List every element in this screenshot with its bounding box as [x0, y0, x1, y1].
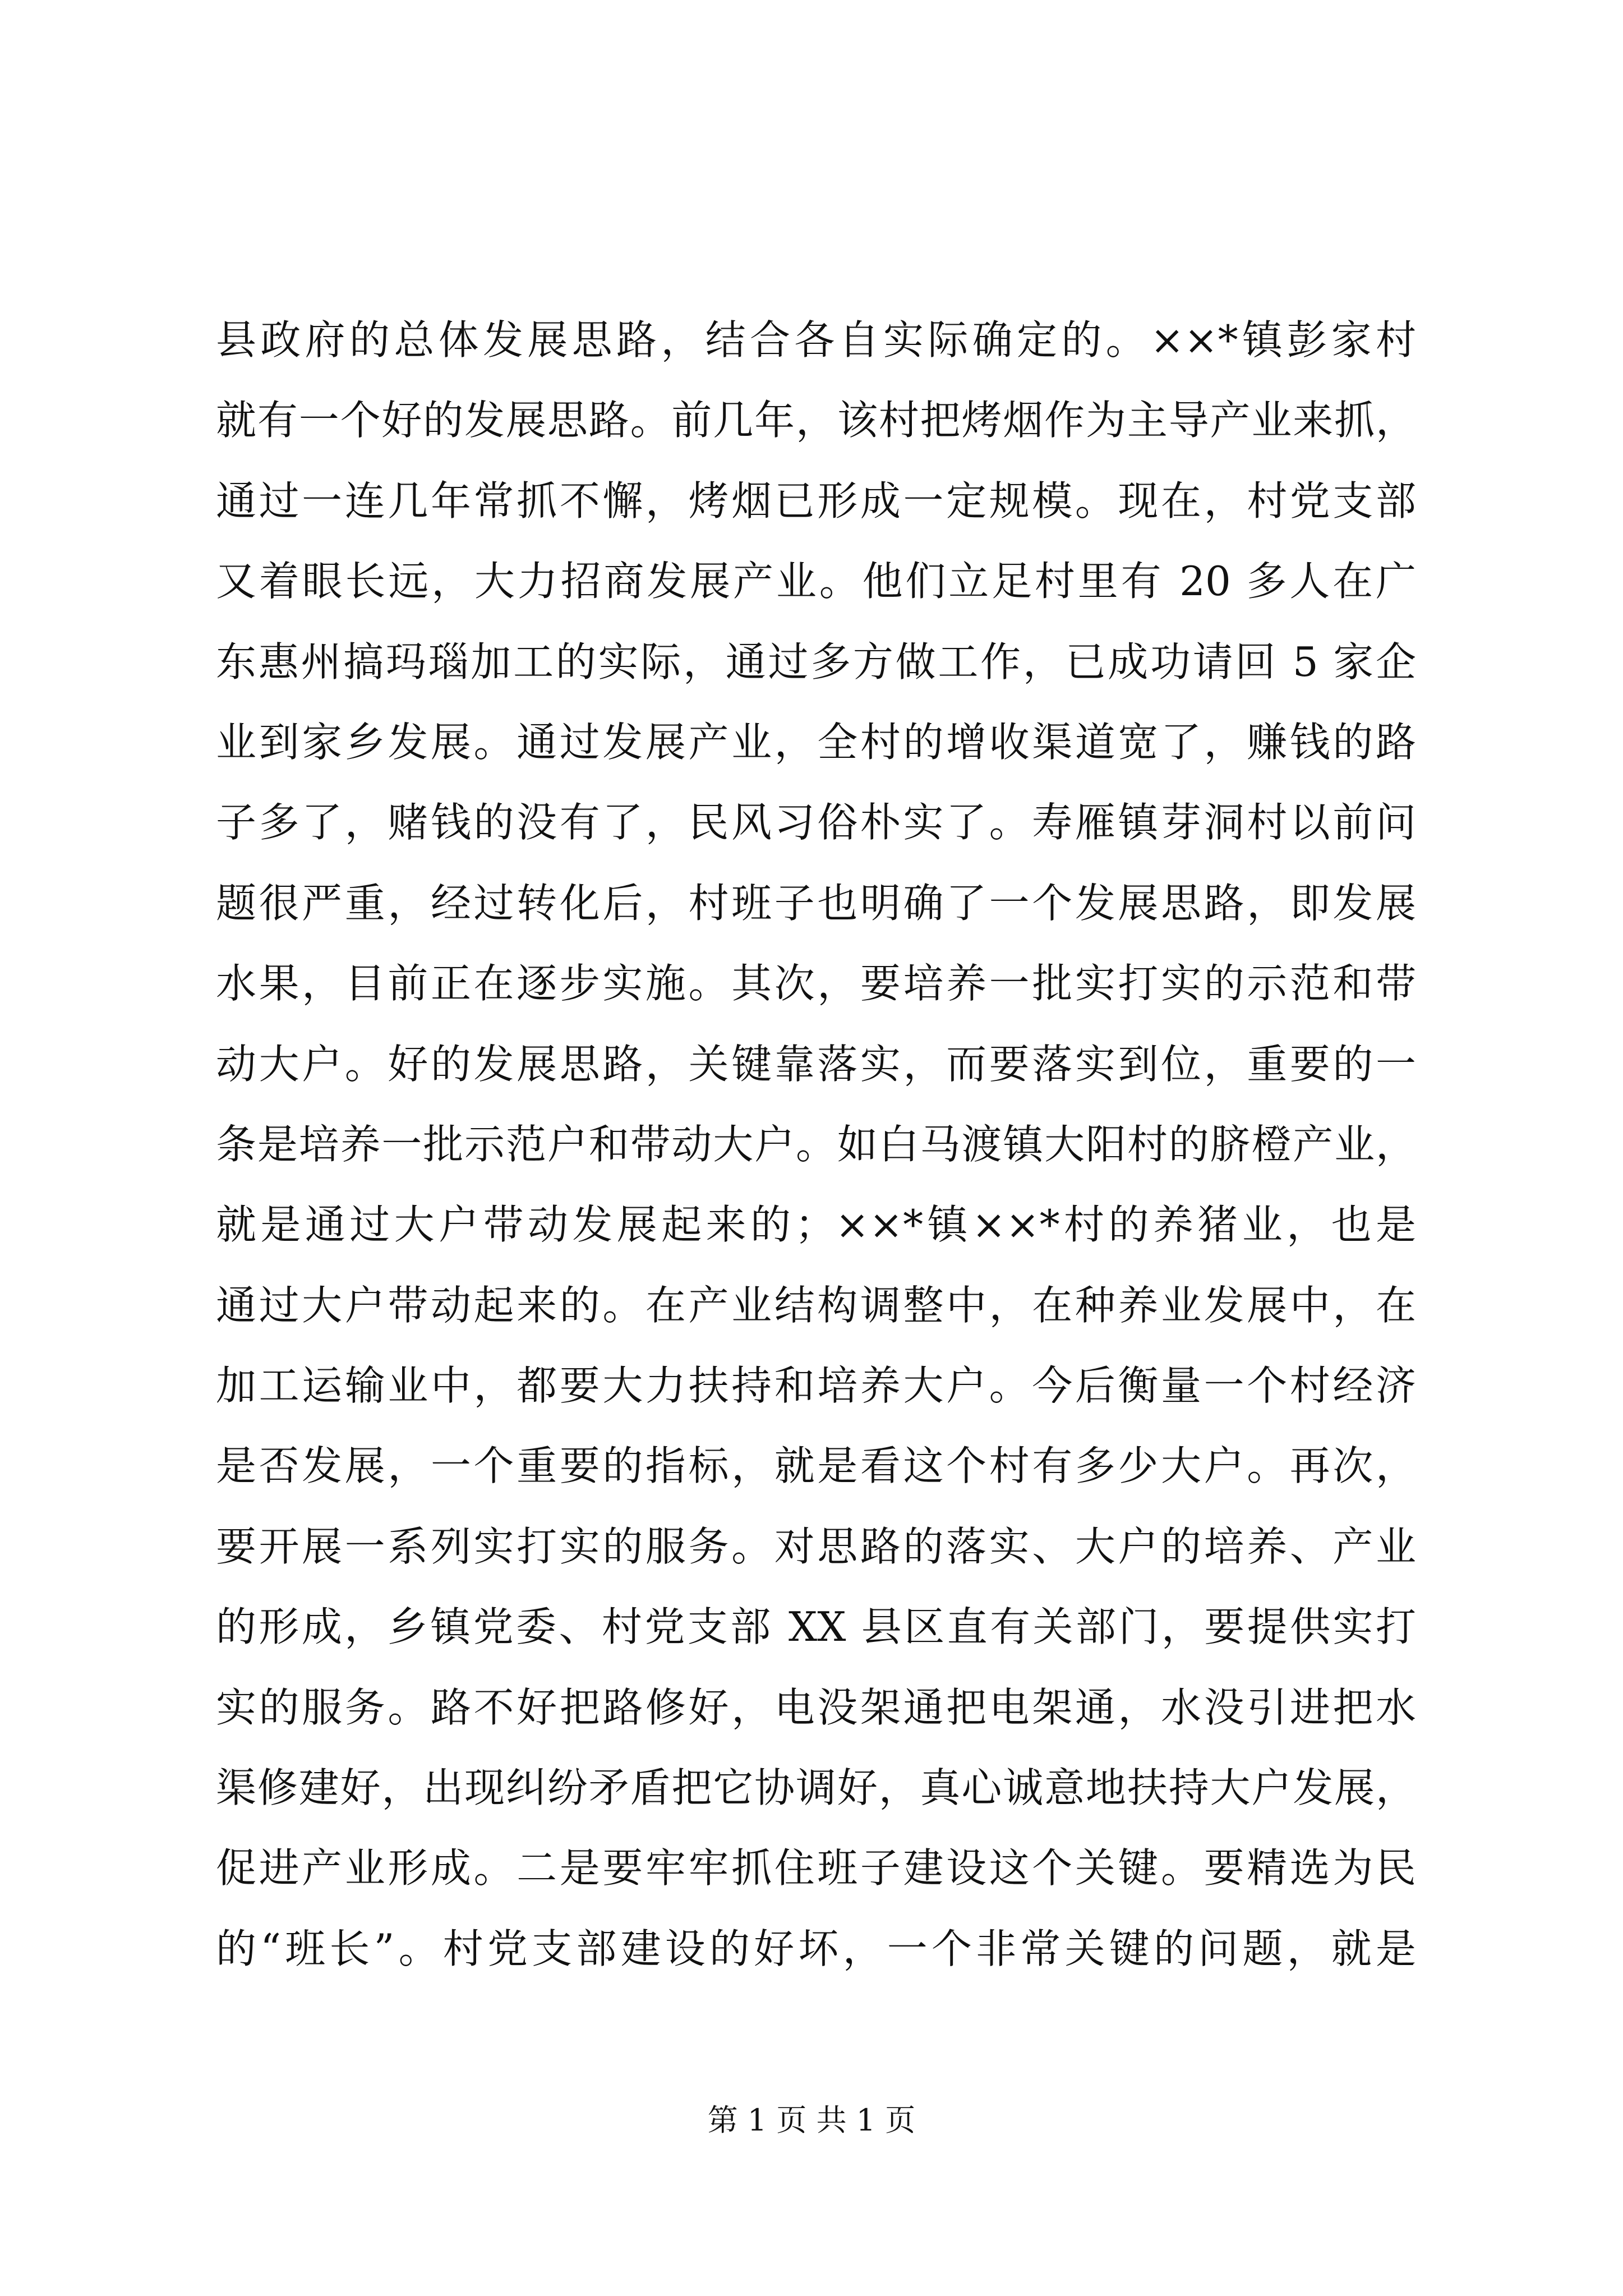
body-text	[216, 300, 1416, 1989]
text-line: 渠修建好，出现纠纷矛盾把它协调好，真心诚意地扶持大户发展，	[216, 1764, 1416, 1812]
text-line: 又着眼长远，大力招商发展产业。他们立足村里有 20 多人在广	[216, 558, 1416, 605]
text-line: 水果，目前正在逐步实施。其次，要培养一批实打实的示范和带	[216, 960, 1416, 1007]
text-line: 东惠州搞玛瑙加工的实际，通过多方做工作，已成功请回 5 家企	[216, 638, 1416, 685]
text-line: 是否发展，一个重要的指标，就是看这个村有多少大户。再次，	[216, 1442, 1416, 1490]
text-line: 加工运输业中，都要大力扶持和培养大户。今后衡量一个村经济	[216, 1362, 1416, 1410]
text-line: 通过大户带动起来的。在产业结构调整中，在种养业发展中，在	[216, 1281, 1416, 1329]
text-line: 就是通过大户带动发展起来的；××*镇××*村的养猪业，也是	[216, 1201, 1416, 1249]
text-line: 就有一个好的发展思路。前几年，该村把烤烟作为主导产业来抓，	[216, 397, 1416, 444]
text-line: 要开展一系列实打实的服务。对思路的落实、大户的培养、产业	[216, 1522, 1416, 1570]
text-line: 的形成，乡镇党委、村党支部 XX 县区直有关部门，要提供实打	[216, 1603, 1416, 1651]
text-line: 动大户。好的发展思路，关键靠落实，而要落实到位，重要的一	[216, 1040, 1416, 1088]
text-line: 促进产业形成。二是要牢牢抓住班子建设这个关键。要精选为民	[216, 1844, 1416, 1892]
text-line: 县政府的总体发展思路，结合各自实际确定的。××*镇彭家村	[216, 316, 1416, 364]
page-footer: 第 1 页 共 1 页	[707, 2102, 916, 2138]
text-line: 通过一连几年常抓不懈，烤烟已形成一定规模。现在，村党支部	[216, 477, 1416, 524]
text-line: 的“班长”。村党支部建设的好坏，一个非常关键的问题，就是	[216, 1925, 1416, 1972]
text-line: 实的服务。路不好把路修好，电没架通把电架通，水没引进把水	[216, 1683, 1416, 1731]
text-line: 子多了，赌钱的没有了，民风习俗朴实了。寿雁镇芽洞村以前问	[216, 799, 1416, 846]
text-line: 题很严重，经过转化后，村班子也明确了一个发展思路，即发展	[216, 879, 1416, 927]
text-line: 条是培养一批示范户和带动大户。如白马渡镇大阳村的脐橙产业，	[216, 1120, 1416, 1168]
text-line: 业到家乡发展。通过发展产业，全村的增收渠道宽了，赚钱的路	[216, 718, 1416, 766]
